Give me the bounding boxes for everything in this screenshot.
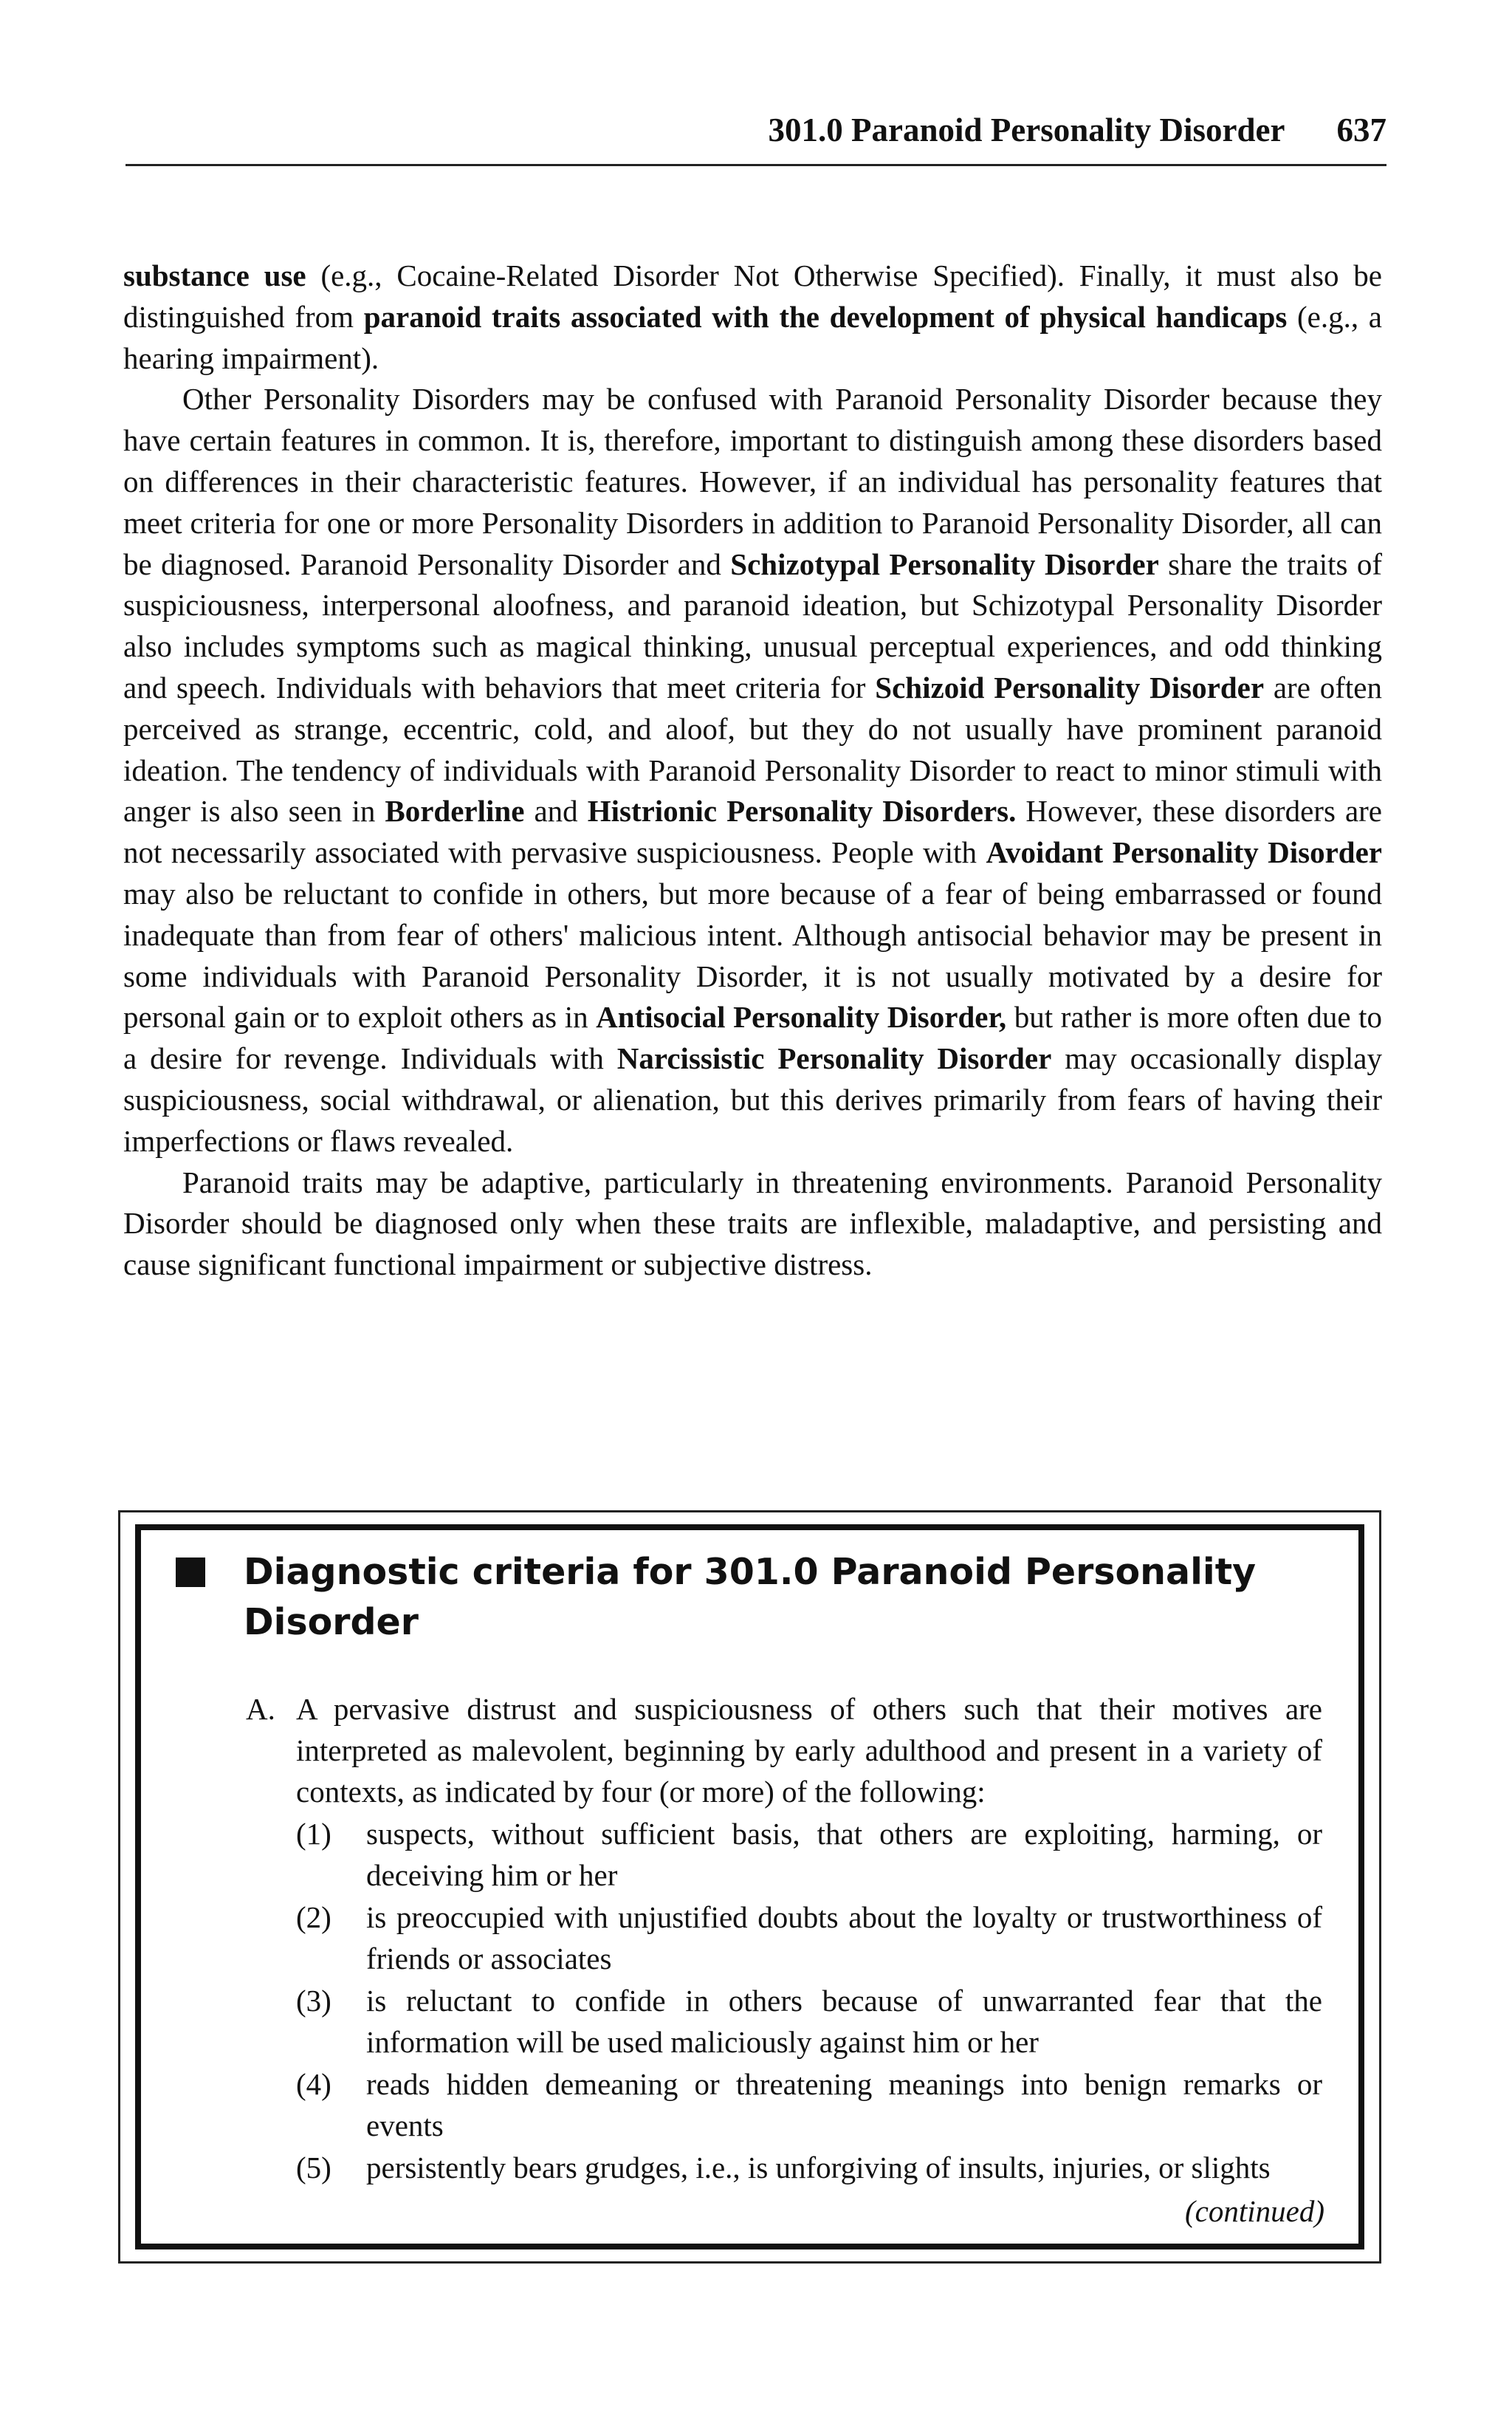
bold-term: substance use <box>123 258 306 292</box>
page-number: 637 <box>1336 112 1386 148</box>
item-number: (5) <box>296 2151 331 2184</box>
criterion-a-text: A pervasive distrust and suspiciousness of others such that their motives are interpreted as malevolent, beginning by early adulthood and present in a variety of contexts, as indicated by four (or more) of the following: <box>296 1692 1322 1809</box>
item-text: persistently bears grudges, i.e., is unforgiving of insults, injuries, or slights <box>366 2151 1271 2184</box>
text-run: but rather is more often due to a desire for revenge. Individuals with <box>123 1000 1382 1076</box>
list-item <box>296 1896 1322 1979</box>
criteria-heading-text: Diagnostic criteria for 301.0 Paranoid Personality Disorder <box>244 1551 1257 1643</box>
text-run: may also be reluctant to confide in others, but more because of a fear of being embarrassed or found inadequate than from fear of others' malicious intent. Although antisocial behavior may be present in some individuals with Paranoid Personality Disorder, it is not usually motivated by a desire for personal gain or to exploit others as in <box>123 876 1382 1035</box>
running-head-title: 301.0 Paranoid Personality Disorder <box>768 112 1285 148</box>
criteria-box-heading <box>176 1547 1261 1648</box>
running-head <box>126 111 1386 149</box>
item-number: (1) <box>296 1817 331 1851</box>
text-run: share the traits of suspiciousness, interpersonal aloofness, and paranoid ideation, but Schizotypal Personality Disorder also includes symptoms such as magical thinking, unusual perceptual experiences, and odd thinking and speech. Individuals with behaviors that meet criteria for <box>123 546 1382 705</box>
text-run: (e.g., Cocaine-Related Disorder Not Otherwise Specified). Finally, it must also be distinguished from <box>123 258 1383 334</box>
bold-term: paranoid traits associated with the development of physical handicaps <box>363 299 1288 334</box>
bold-term: Narcissistic Personality Disorder <box>616 1041 1052 1076</box>
list-item <box>296 2147 1322 2188</box>
item-text: reads hidden demeaning or threatening meanings into benign remarks or events <box>366 2067 1322 2142</box>
item-text: is reluctant to confide in others because of unwarranted fear that the information will be used maliciously against him or her <box>366 1984 1322 2059</box>
text-run: Paranoid traits may be adaptive, particularly in threatening environments. Paranoid Personality Disorder should be diagnosed only when these traits are inflexible, maladaptive, and persisting and cause significant functional impairment or subjective distress. <box>123 1165 1382 1282</box>
bold-term: Schizotypal Personality Disorder <box>730 546 1159 581</box>
item-text: suspects, without sufficient basis, that others are exploiting, harming, or deceiving him or her <box>366 1817 1322 1892</box>
item-number: (3) <box>296 1984 331 2018</box>
bold-term: Antisocial Personality Disorder, <box>596 1000 1007 1035</box>
list-item <box>296 1980 1322 2063</box>
criterion-letter: A. <box>246 1692 275 1726</box>
continued-note: (continued) <box>1185 2194 1324 2228</box>
text-run: Other Personality Disorders may be confused with Paranoid Personality Disorder because they have certain features in common. It is, therefore, important to distinguish among these disorders based on differences in their characteristic features. However, if an individual has personality features that meet criteria for one or more Personality Disorders in addition to Paranoid Personality Disorder, all can be diagnosed. Paranoid Personality Disorder and <box>123 382 1382 581</box>
body-text <box>123 256 1382 1286</box>
bold-term: Avoidant Personality Disorder <box>986 835 1383 870</box>
list-item <box>296 2063 1322 2146</box>
text-run: may occasionally display suspiciousness, social withdrawal, or alienation, but this derives primarily from fears of having their imperfections or flaws revealed. <box>123 1041 1382 1158</box>
text-run: However, these disorders are not necessarily associated with pervasive suspiciousness. People with <box>123 794 1382 870</box>
bold-term: Schizoid Personality Disorder <box>875 670 1265 705</box>
item-text: is preoccupied with unjustified doubts about the loyalty or trustworthiness of friends or associates <box>366 1900 1322 1975</box>
text-run: are often perceived as strange, eccentric, cold, and aloof, but they do not usually have prominent paranoid ideation. The tendency of individuals with Paranoid Personality Disorder to react to minor stimuli with anger is also seen in <box>123 670 1382 829</box>
text-run: and <box>524 794 588 829</box>
criterion-items <box>246 1813 1322 2188</box>
header-rule <box>126 164 1386 166</box>
text-run: (e.g., a hearing impairment). <box>123 299 1382 375</box>
list-item <box>296 1813 1322 1896</box>
item-number: (4) <box>296 2067 331 2101</box>
square-bullet-icon <box>176 1558 205 1587</box>
bold-term: Borderline <box>385 794 525 829</box>
item-number: (2) <box>296 1900 331 1934</box>
paragraph-other-personality-disorders <box>123 379 1382 1162</box>
criterion-a <box>246 1688 1322 1812</box>
paragraph-adaptive-traits <box>123 1162 1382 1286</box>
bold-term: Histrionic Personality Disorders. <box>587 794 1017 829</box>
paragraph-differential-continued <box>123 256 1382 379</box>
criteria-content <box>246 1688 1322 2188</box>
